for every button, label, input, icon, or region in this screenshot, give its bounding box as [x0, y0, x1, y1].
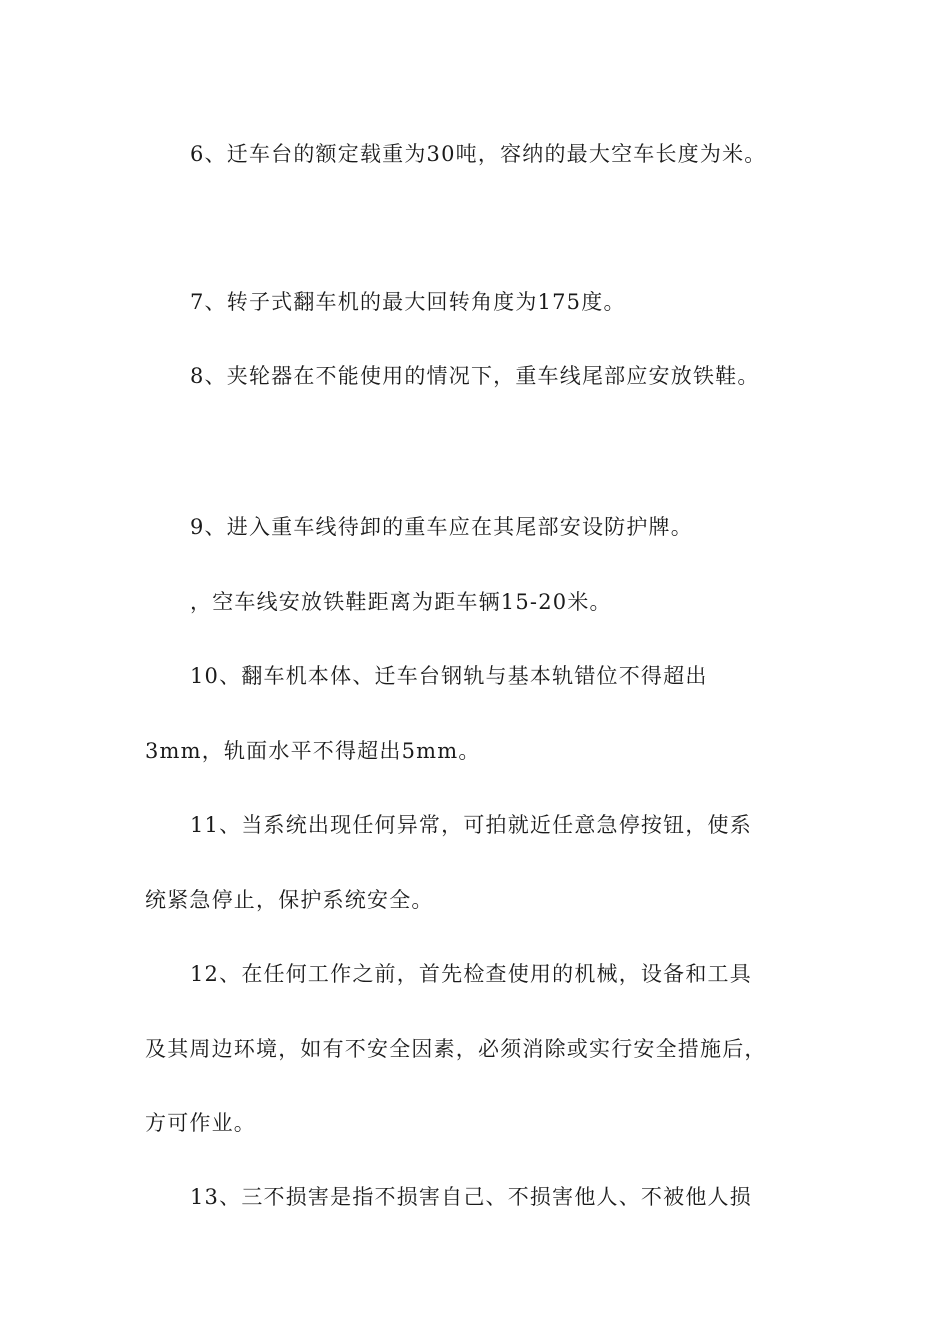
- text-line-item-12-continued: 及其周边环境，如有不安全因素，必须消除或实行安全措施后，: [145, 1037, 767, 1061]
- text-line-item-9: 9、进入重车线待卸的重车应在其尾部安设防护牌。: [190, 515, 693, 539]
- text-line-item-12: 12、在任何工作之前，首先检查使用的机械，设备和工具: [190, 962, 752, 986]
- text-line-item-8: 8、夹轮器在不能使用的情况下，重车线尾部应安放铁鞋。: [190, 364, 760, 388]
- text-line-item-11: 11、当系统出现任何异常，可拍就近任意急停按钮，使系: [190, 813, 752, 837]
- text-line-item-13: 13、三不损害是指不损害自己、不损害他人、不被他人损: [190, 1185, 752, 1209]
- text-line-item-11-continued: 统紧急停止，保护系统安全。: [145, 888, 434, 912]
- text-line-item-10: 10、翻车机本体、迁车台钢轨与基本轨错位不得超出: [190, 664, 708, 688]
- text-line-item-10-continued: 3mm，轨面水平不得超出5mm。: [145, 739, 481, 763]
- text-line-item-6: 6、迁车台的额定载重为30吨，容纳的最大空车长度为米。: [190, 142, 767, 166]
- text-line-item-7: 7、转子式翻车机的最大回转角度为175度。: [190, 290, 626, 314]
- text-line-item-12-end: 方可作业。: [145, 1111, 256, 1135]
- text-line-item-9-continued: ，空车线安放铁鞋距离为距车辆15-20米。: [190, 590, 612, 614]
